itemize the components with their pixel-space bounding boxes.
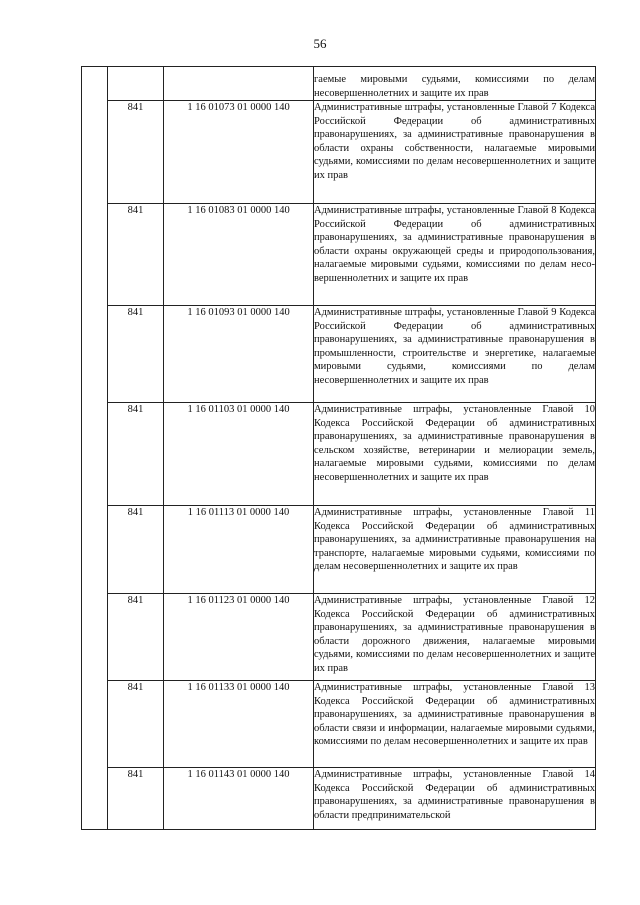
description-cell: Административные штрафы, установленные Главой 14 Кодекса Российской Федерации об административных правонарушениях, за административные правонарушения в области предпринимательской xyxy=(314,768,596,830)
budget-code-cell: 1 16 01113 01 0000 140 xyxy=(164,506,314,594)
description-cell: Административные штрафы, установленные Главой 13 Кодекса Российской Федерации об административных правонарушениях, за административные правонарушения в области связи и информации, налагаемые мировыми судьями, комиссиями по делам несовершеннолетних и защите их прав xyxy=(314,681,596,768)
budget-code-cell: 1 16 01123 01 0000 140 xyxy=(164,594,314,681)
admin-code-cell: 841 xyxy=(108,768,164,830)
budget-code-cell: 1 16 01083 01 0000 140 xyxy=(164,204,314,306)
admin-code-cell xyxy=(108,67,164,101)
table-row xyxy=(82,768,596,830)
admin-code-cell: 841 xyxy=(108,506,164,594)
admin-code-cell: 841 xyxy=(108,403,164,506)
table-row xyxy=(82,594,596,681)
admin-code-cell: 841 xyxy=(108,306,164,403)
budget-code-cell xyxy=(164,67,314,101)
description-cell: Административные штрафы, установленные Главой 7 Кодекса Российской Федерации об административных правонарушениях, за административные правонарушения в области охраны собственности, налагаемые мировыми судьями, комиссиями по делам несовершеннолетних и защите их прав xyxy=(314,101,596,204)
budget-code-cell: 1 16 01073 01 0000 140 xyxy=(164,101,314,204)
table-row xyxy=(82,204,596,306)
table-row-continuation xyxy=(82,67,596,101)
budget-code-cell: 1 16 01093 01 0000 140 xyxy=(164,306,314,403)
description-cell: Административные штрафы, установленные Главой 11 Кодекса Российской Федерации об административных правонарушениях, за административные правонарушения на транспорте, налагаемые мировыми судьями, комиссиями по делам несовершеннолетних и защите их прав xyxy=(314,506,596,594)
page-number: 56 xyxy=(313,36,327,51)
budget-code-cell: 1 16 01103 01 0000 140 xyxy=(164,403,314,506)
table-row xyxy=(82,681,596,768)
description-cell: Административные штрафы, установленные Главой 9 Кодекса Российской Федерации об административных правонарушениях, за административные правонарушения в промышленности, строительстве и энергетике, налагаемые мировыми судьями, комиссиями по делам несовершеннолетних и защите их прав xyxy=(314,306,596,403)
admin-code-cell: 841 xyxy=(108,681,164,768)
description-cell: Административные штрафы, установленные Главой 12 Кодекса Российской Федерации об административных правонарушениях, за административные правонарушения в области дорожного движения, налагаемые мировыми судьями, комиссиями по делам несовершеннолетних и защите их прав xyxy=(314,594,596,681)
blank-column xyxy=(82,67,108,830)
description-cell: Административные штрафы, установленные Главой 10 Кодекса Российской Федерации об административных правонарушениях, за административные правонарушения в сельском хозяйстве, ветеринарии и мелиорации земель, налагаемые мировыми судьями, комиссиями по делам несовершеннолетних и защите их прав xyxy=(314,403,596,506)
admin-code-cell: 841 xyxy=(108,594,164,681)
description-cell: Административные штрафы, установленные Главой 8 Кодекса Российской Федерации об административных правонарушениях, за административные правонарушения в области охраны окружающей среды и природопользования, налагаемые мировыми судьями, комиссиями по делам несовершеннолетних и защите их прав xyxy=(314,204,596,306)
description-cell: гаемые мировыми судьями, комиссиями по делам несовершеннолетних и защите их прав xyxy=(314,67,596,101)
budget-code-cell: 1 16 01143 01 0000 140 xyxy=(164,768,314,830)
table-row xyxy=(82,101,596,204)
admin-code-cell: 841 xyxy=(108,101,164,204)
table-row xyxy=(82,506,596,594)
table-row xyxy=(82,403,596,506)
budget-codes-table xyxy=(81,66,596,830)
admin-code-cell: 841 xyxy=(108,204,164,306)
table-row xyxy=(82,306,596,403)
budget-code-cell: 1 16 01133 01 0000 140 xyxy=(164,681,314,768)
